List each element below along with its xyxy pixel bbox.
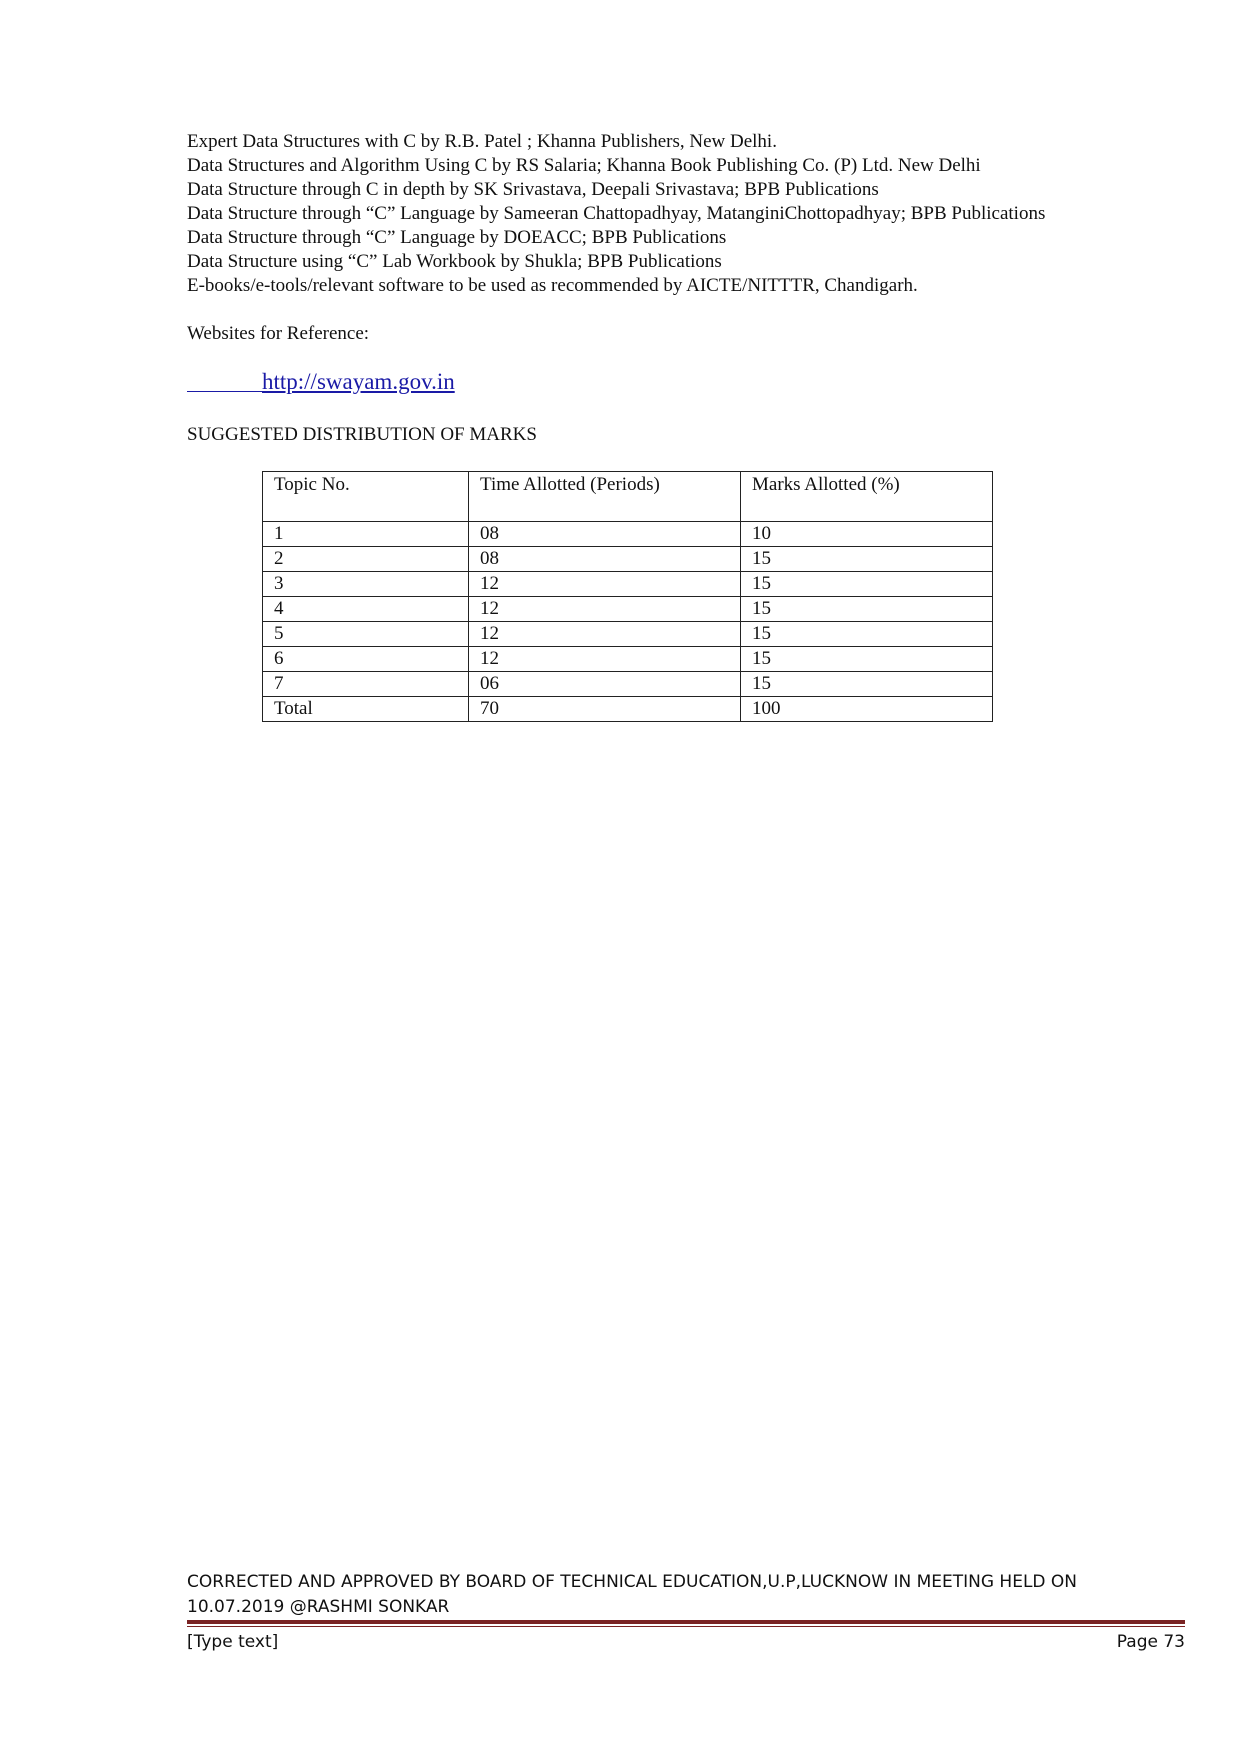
website-link-line: [187, 368, 455, 396]
link-leader-underline: [187, 369, 262, 392]
cell-topic: 4: [263, 597, 469, 622]
cell-time: 08: [469, 547, 741, 572]
cell-marks: 100: [741, 697, 993, 722]
reference-item: Expert Data Structures with C by R.B. Patel ; Khanna Publishers, New Delhi.: [187, 131, 777, 152]
reference-item: Data Structure through C in depth by SK Srivastava, Deepali Srivastava; BPB Publications: [187, 179, 879, 200]
table-row: [263, 597, 993, 622]
cell-topic: 2: [263, 547, 469, 572]
table-row: [263, 672, 993, 697]
cell-time: 08: [469, 522, 741, 547]
table-row: [263, 572, 993, 597]
cell-marks: 15: [741, 672, 993, 697]
cell-time: 12: [469, 597, 741, 622]
marks-distribution-table: [262, 471, 993, 722]
reference-item: Data Structure using “C” Lab Workbook by Shukla; BPB Publications: [187, 251, 722, 272]
cell-marks: 15: [741, 647, 993, 672]
reference-item: Data Structure through “C” Language by Sameeran Chattopadhyay, MatanginiChottopadhyay; BPB Publications: [187, 203, 1046, 224]
header-topic-no: Topic No.: [263, 472, 469, 522]
cell-marks: 15: [741, 597, 993, 622]
cell-marks: 15: [741, 572, 993, 597]
footer-approval-note: [187, 1570, 1187, 1620]
reference-item: Data Structure through “C” Language by DOEACC; BPB Publications: [187, 227, 727, 248]
cell-marks: 15: [741, 622, 993, 647]
section-heading: SUGGESTED DISTRIBUTION OF MARKS: [187, 424, 537, 445]
cell-time: 12: [469, 647, 741, 672]
table-row: [263, 622, 993, 647]
cell-topic: 6: [263, 647, 469, 672]
reference-item: E-books/e-tools/relevant software to be used as recommended by AICTE/NITTTR, Chandigarh.: [187, 275, 918, 296]
cell-marks: 15: [741, 547, 993, 572]
page-number: Page 73: [1116, 1632, 1185, 1652]
table-row: [263, 522, 993, 547]
header-time-allotted: Time Allotted (Periods): [469, 472, 741, 522]
cell-topic: 3: [263, 572, 469, 597]
header-marks-allotted: Marks Allotted (%): [741, 472, 993, 522]
table-header-row: [263, 472, 993, 522]
table-total-row: [263, 697, 993, 722]
cell-marks: 10: [741, 522, 993, 547]
reference-item: Data Structures and Algorithm Using C by RS Salaria; Khanna Book Publishing Co. (P) Ltd. New Delhi: [187, 155, 981, 176]
cell-topic: 5: [263, 622, 469, 647]
website-link[interactable]: http://swayam.gov.in: [262, 369, 455, 394]
table-row: [263, 647, 993, 672]
table-row: [263, 547, 993, 572]
cell-time: 12: [469, 622, 741, 647]
cell-time: 12: [469, 572, 741, 597]
footer-approval-line: 10.07.2019 @RASHMI SONKAR: [187, 1597, 450, 1617]
footer-divider-thin: [187, 1626, 1185, 1627]
cell-time: 70: [469, 697, 741, 722]
cell-topic: 1: [263, 522, 469, 547]
cell-topic: Total: [263, 697, 469, 722]
reference-list: [187, 130, 1187, 298]
footer-approval-line: CORRECTED AND APPROVED BY BOARD OF TECHNICAL EDUCATION,U.P,LUCKNOW IN MEETING HELD ON: [187, 1572, 1078, 1592]
cell-time: 06: [469, 672, 741, 697]
cell-topic: 7: [263, 672, 469, 697]
websites-label: Websites for Reference:: [187, 323, 370, 344]
footer-left-text: [Type text]: [187, 1632, 279, 1652]
footer-divider-thick: [187, 1620, 1185, 1624]
